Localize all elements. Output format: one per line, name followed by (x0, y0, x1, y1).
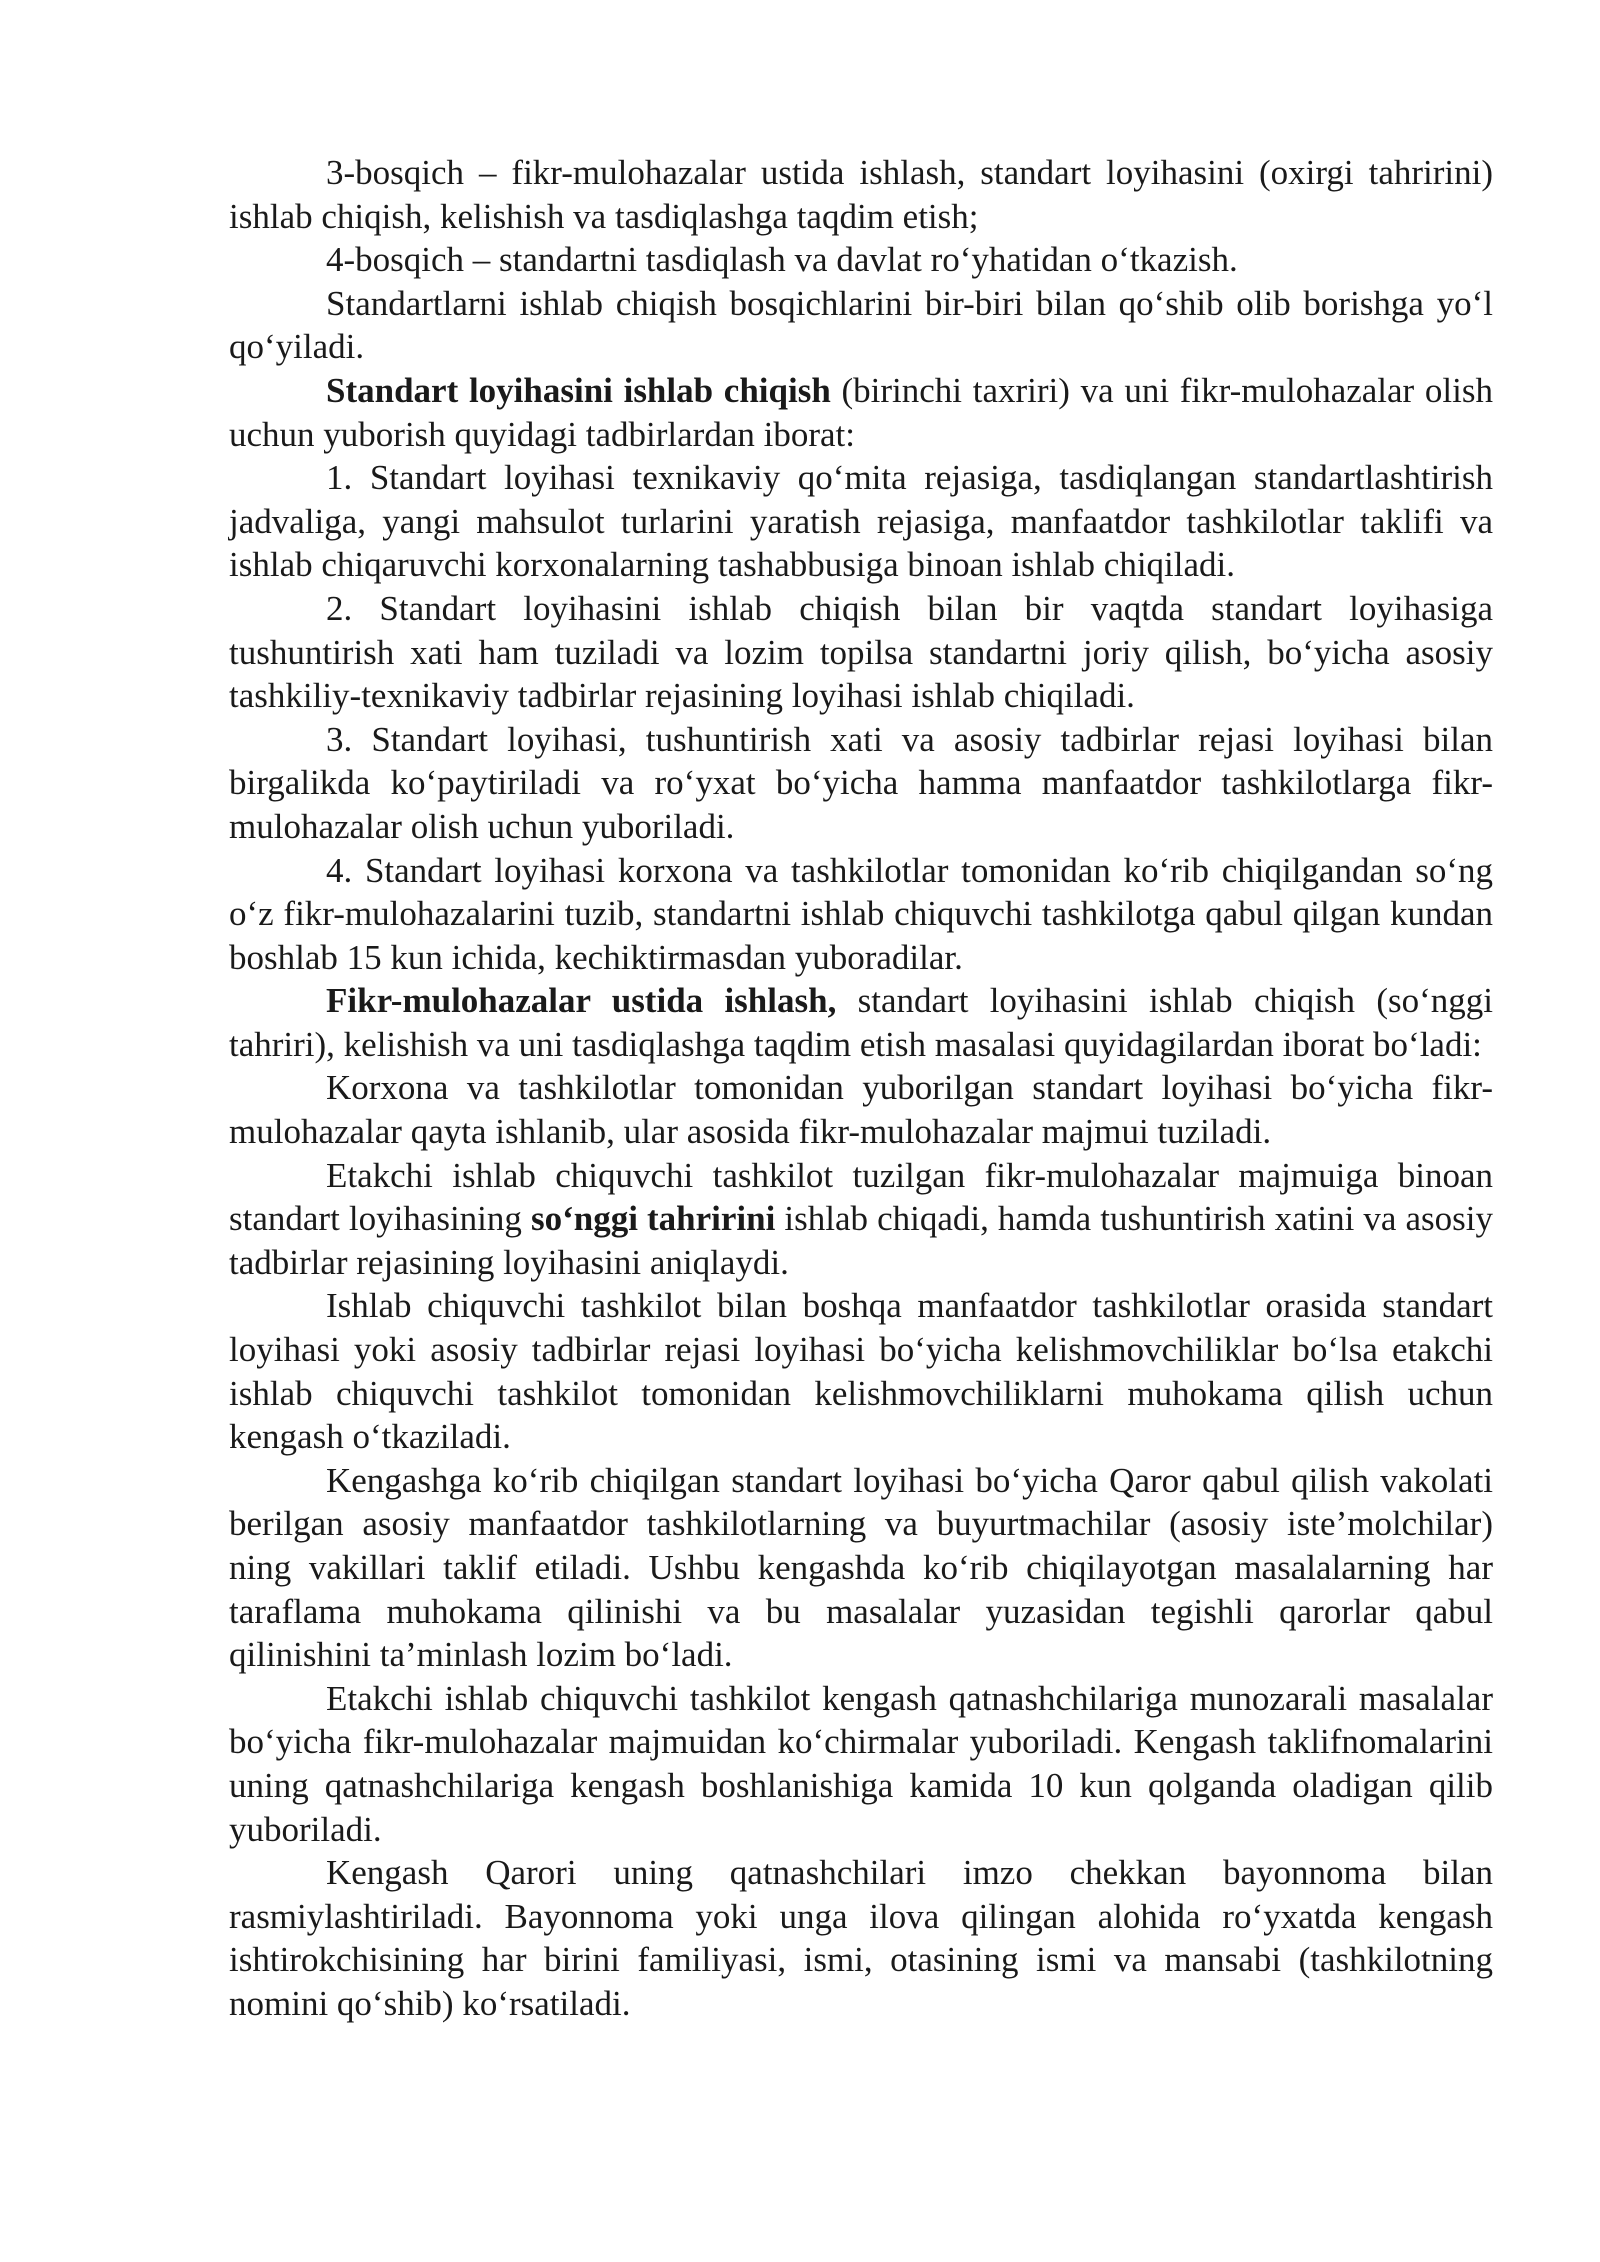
text-run: Kengashga ko‘rib chiqilgan standart loyihasi bo‘yicha Qaror qabul qilish vakolati berilgan asosiy manfaatdor tashkilotlarning va buyurtmachilar (asosiy iste’molchilar) ning vakillari taklif etiladi. Ushbu kengashda ko‘rib chiqilayotgan masalalarning har taraflama muhokama qilinishi va bu masalalar yuzasidan tegishli qarorlar qabul qilinishini ta’minlash lozim bo‘ladi. (229, 1460, 1493, 1675)
body-paragraph (229, 849, 1493, 980)
bold-phrase: Standart loyihasini ishlab chiqish (326, 370, 831, 410)
text-run: standart loyihasini ishlab chiqish (so‘nggi tahriri), kelishish va uni tasdiqlashga taqdim etish masalasi quyidagilardan iborat bo‘ladi: (229, 981, 1493, 1064)
body-paragraph (229, 1154, 1493, 1285)
body-paragraph (229, 1066, 1493, 1153)
body-paragraph (229, 238, 1493, 282)
body-paragraph (229, 456, 1493, 587)
text-run: 3-bosqich – fikr-mulohazalar ustida ishlash, standart loyihasini (oxirgi tahririni) ishlab chiqish, kelishish va tasdiqlashga taqdim etish; (229, 153, 1493, 236)
body-paragraph (229, 718, 1493, 849)
text-run: Korxona va tashkilotlar tomonidan yuborilgan standart loyihasi bo‘yicha fikr-mulohazalar qayta ishlanib, ular asosida fikr-mulohazalar majmui tuziladi. (229, 1068, 1493, 1152)
body-paragraph (229, 979, 1493, 1066)
text-run: (birinchi taxriri) va uni fikr-mulohazalar olish uchun yuborish quyidagi tadbirlardan iborat: (229, 370, 1493, 454)
body-paragraph (229, 1677, 1493, 1851)
body-paragraph (229, 587, 1493, 718)
text-run: 4-bosqich – standartni tasdiqlash va davlat ro‘yhatidan o‘tkazish. (326, 240, 1238, 280)
body-paragraph (229, 282, 1493, 369)
text-run: 3. Standart loyihasi, tushuntirish xati va asosiy tadbirlar rejasi loyihasi bilan birgalikda ko‘paytiriladi va ro‘yxat bo‘yicha hamma manfaatdor tashkilotlarga fikr-mulohazalar olish uchun yuboriladi. (229, 719, 1493, 846)
text-run: ishlab chiqadi, hamda tushuntirish xatini va asosiy tadbirlar rejasining loyihasini aniqlaydi. (229, 1199, 1493, 1282)
text-run: 1. Standart loyihasi texnikaviy qo‘mita rejasiga, tasdiqlangan standartlashtirish jadvaliga, yangi mahsulot turlarini yaratish rejasiga, manfaatdor tashkilotlar taklifi va ishlab chiqaruvchi korxonalarning tashabbusiga binoan ishlab chiqiladi. (229, 458, 1493, 585)
text-run: Standartlarni ishlab chiqish bosqichlarini bir-biri bilan qo‘shib olib borishga yo‘l qo‘yiladi. (229, 283, 1493, 367)
body-paragraph (229, 151, 1493, 238)
bold-phrase: so‘nggi tahririni (530, 1199, 776, 1239)
text-run: 2. Standart loyihasini ishlab chiqish bilan bir vaqtda standart loyihasiga tushuntirish xati ham tuziladi va lozim topilsa standartni joriy qilish, bo‘yicha asosiy tashkiliy-texnikaviy tadbirlar rejasining loyihasi ishlab chiqiladi. (229, 588, 1493, 716)
text-run: Ishlab chiquvchi tashkilot bilan boshqa manfaatdor tashkilotlar orasida standart loyihasi yoki asosiy tadbirlar rejasi loyihasi bo‘yicha kelishmovchiliklar bo‘lsa etakchi ishlab chiquvchi tashkilot tomonidan kelishmovchiliklarni muhokama qilish uchun kengash o‘tkaziladi. (229, 1286, 1493, 1457)
text-run: Etakchi ishlab chiquvchi tashkilot kengash qatnashchilariga munozarali masalalar bo‘yicha fikr-mulohazalar majmuidan ko‘chirmalar yuboriladi. Kengash taklifnomalarini uning qatnashchilariga kengash boshlanishiga kamida 10 kun qolganda oladigan qilib yuboriladi. (229, 1678, 1493, 1849)
text-run: Etakchi ishlab chiquvchi tashkilot tuzilgan fikr-mulohazalar majmuiga binoan standart loyihasining (229, 1155, 1493, 1239)
body-paragraph (229, 1459, 1493, 1677)
body-paragraph (229, 369, 1493, 456)
text-run: 4. Standart loyihasi korxona va tashkilotlar tomonidan ko‘rib chiqilgandan so‘ng o‘z fikr-mulohazalarini tuzib, standartni ishlab chiquvchi tashkilotga qabul qilgan kundan boshlab 15 kun ichida, kechiktirmasdan yuboradilar. (229, 850, 1493, 977)
body-paragraph (229, 1851, 1493, 2025)
body-paragraph (229, 1284, 1493, 1458)
text-run: Kengash Qarori uning qatnashchilari imzo chekkan bayonnoma bilan rasmiylashtiriladi. Bayonnoma yoki unga ilova qilingan alohida ro‘yxatda kengash ishtirokchisining har birini familiyasi, ismi, otasining ismi va mansabi (tashkilotning nomini qo‘shib) ko‘rsatiladi. (229, 1853, 1493, 2023)
bold-phrase: Fikr-mulohazalar ustida ishlash, (326, 981, 837, 1021)
